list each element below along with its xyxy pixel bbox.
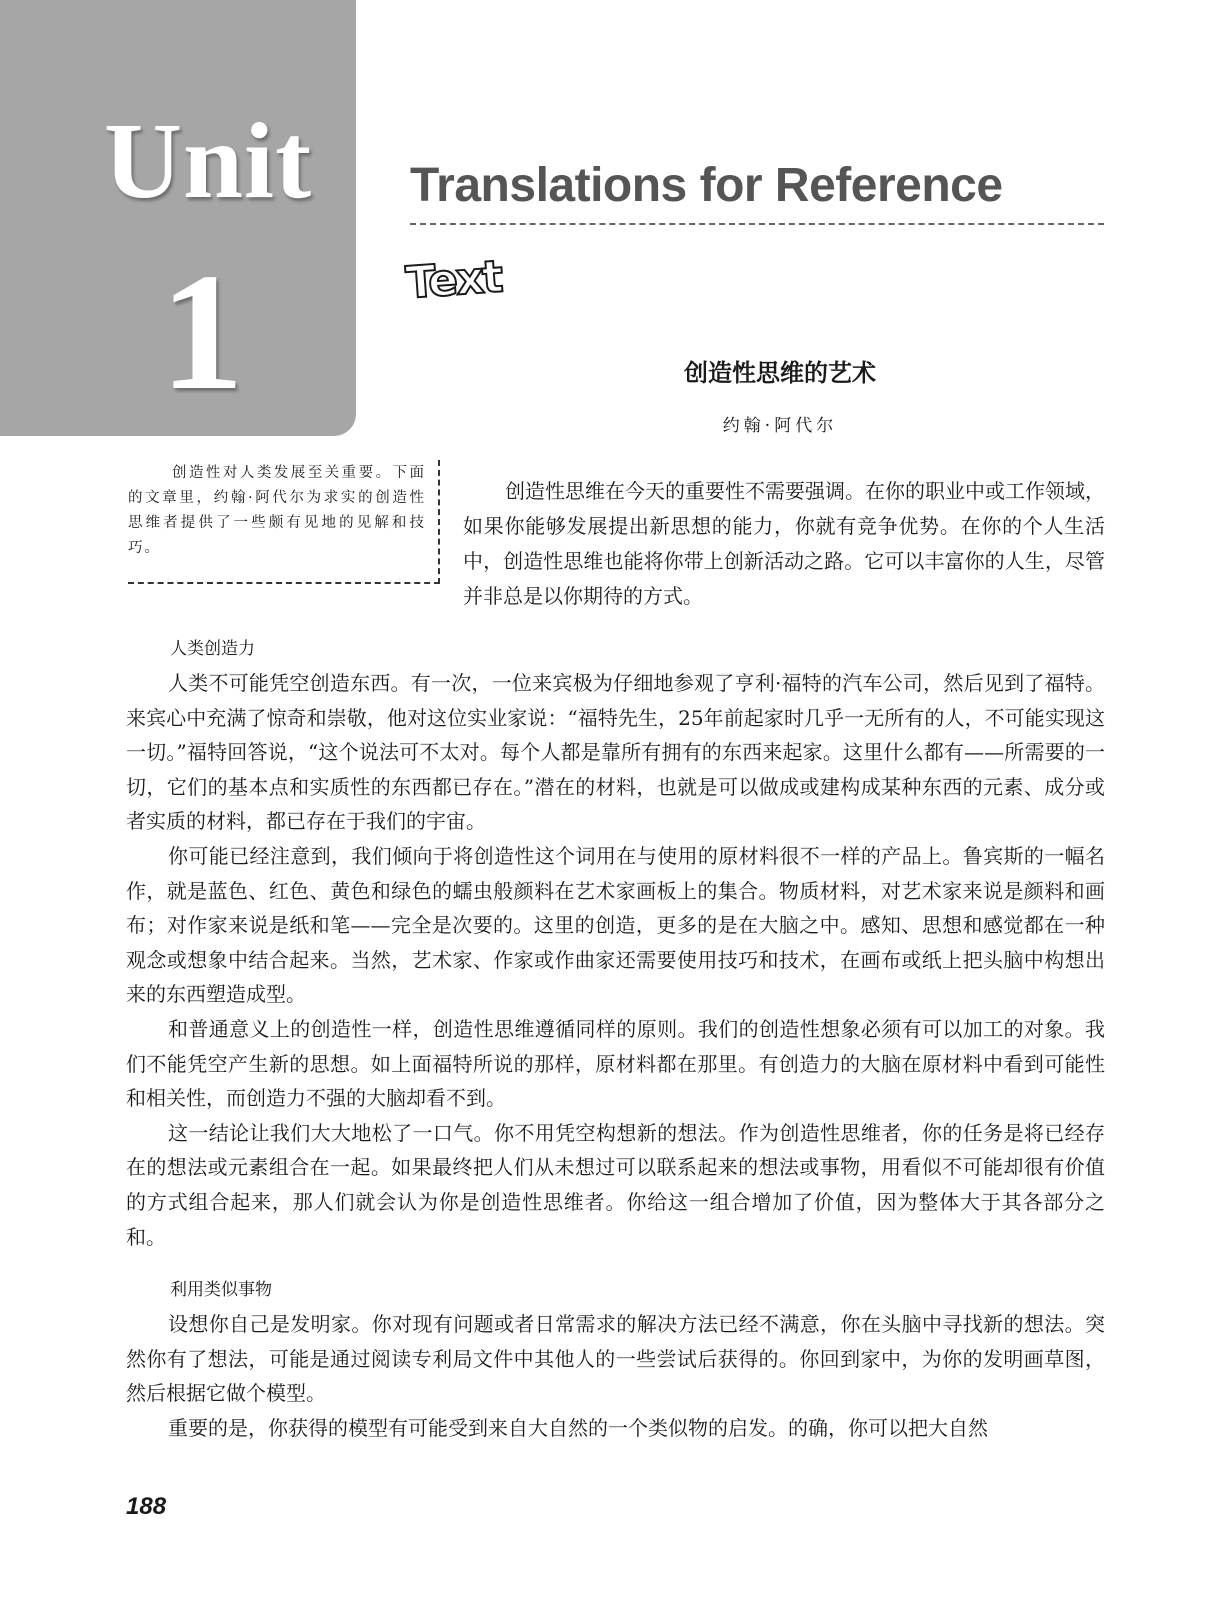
- body-paragraph: 你可能已经注意到，我们倾向于将创造性这个词用在与使用的原材料很不一样的产品上。鲁宾斯的一幅名作，就是蓝色、红色、黄色和绿色的蠕虫般颜料在艺术家画板上的集合。物质材料，对艺术家来说是颜料和画布；对作家来说是纸和笔——完全是次要的。这里的创造，更多的是在大脑之中。感知、思想和感觉都在一种观念或想象中结合起来。当然，艺术家、作家或作曲家还需要使用技巧和技术，在画布或纸上把头脑中构想出来的东西塑造成型。: [126, 843, 1105, 1007]
- body-paragraph: 设想你自己是发明家。你对现有问题或者日常需求的解决方法已经不满意，你在头脑中寻找新的想法。突然你有了想法，可能是通过阅读专利局文件中其他人的一些尝试后获得的。你回到家中，为你的发明画草图，然后根据它做个模型。: [126, 1312, 1105, 1406]
- section-analogies: [126, 1273, 1105, 1445]
- body-paragraph: 人类不可能凭空创造东西。有一次，一位来宾极为仔细地参观了亨利·福特的汽车公司，然后见到了福特。来宾心中充满了惊奇和崇敬，他对这位实业家说：“福特先生，25年前起家时几乎一无所有的人，不可能实现这一切。”福特回答说，“这个说法可不太对。每个人都是靠所有拥有的东西来起家。这里什么都有——所需要的一切，它们的基本点和实质性的东西都已存在。”潜在的材料，也就是可以做成或建构成某种东西的元素、成分或者实质的材料，都已存在于我们的宇宙。: [126, 671, 1105, 834]
- section-human-creativity: [126, 632, 1105, 1254]
- title-divider: [410, 223, 1104, 225]
- intro-summary: 创造性对人类发展至关重要。下面的文章里，约翰·阿代尔为求实的创造性思维者提供了一些颇有见地的见解和技巧。: [128, 465, 426, 556]
- article-author: 约翰·阿代尔: [722, 416, 838, 436]
- text-section-badge: Text: [404, 251, 503, 309]
- lead-paragraph: 创造性思维在今天的重要性不需要强调。在你的职业中或工作领域，如果你能够发展提出新思想的能力，你就有竞争优势。在你的个人生活中，创造性思维也能将你带上创新活动之路。它可以丰富你的人生，尽管并非总是以你期待的方式。: [463, 479, 1105, 608]
- section-heading: 人类创造力: [170, 639, 255, 659]
- unit-label: Unit: [104, 102, 313, 221]
- article-title: 创造性思维的艺术: [684, 359, 876, 387]
- unit-number: 1: [160, 239, 244, 425]
- unit-banner: [0, 0, 356, 436]
- body-paragraph: 和普通意义上的创造性一样，创造性思维遵循同样的原则。我们的创造性想象必须有可以加工的对象。我们不能凭空产生新的思想。如上面福特所说的那样，原材料都在那里。有创造力的大脑在原材料中看到可能性和相关性，而创造力不强的大脑却看不到。: [126, 1016, 1105, 1111]
- section-heading: 利用类似事物: [170, 1280, 272, 1300]
- page-title: Translations for Reference: [410, 159, 1003, 212]
- body-paragraph: 重要的是，你获得的模型有可能受到来自大自然的一个类似物的启发。的确，你可以把大自然: [168, 1415, 988, 1440]
- body-paragraph: 这一结论让我们大大地松了一口气。你不用凭空构想新的想法。作为创造性思维者，你的任务是将已经存在的想法或元素组合在一起。如果最终把人们从未想过可以联系起来的想法或事物，用看似不可能却很有价值的方式组合起来，那人们就会认为你是创造性思维者。你给这一组合增加了价值，因为整体大于其各部分之和。: [126, 1120, 1105, 1249]
- page-number: 188: [126, 1493, 167, 1520]
